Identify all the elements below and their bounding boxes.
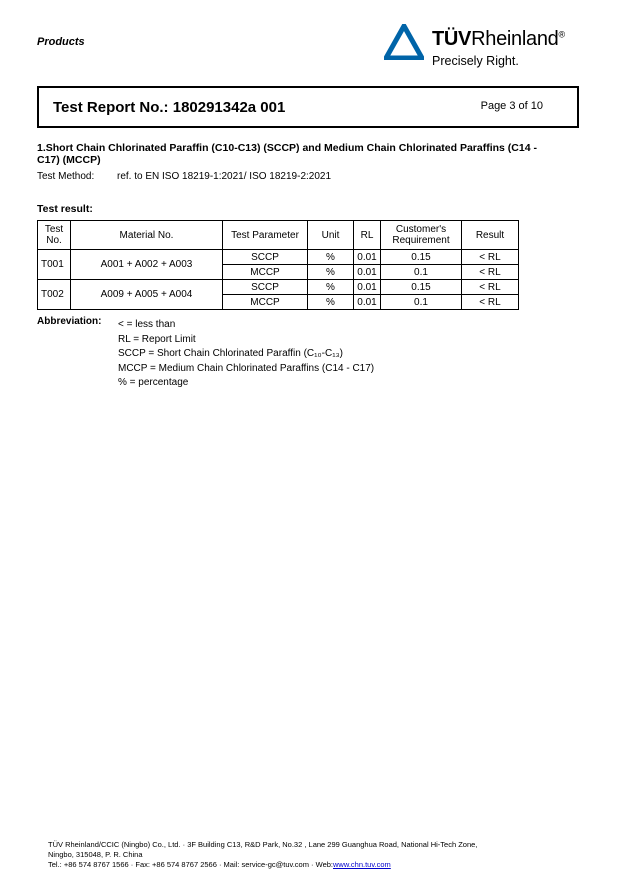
cell-requirement: 0.1 [381, 295, 462, 310]
cell-parameter: MCCP [223, 295, 308, 310]
cell-parameter: SCCP [223, 250, 308, 265]
cell-requirement: 0.15 [381, 250, 462, 265]
cell-requirement: 0.15 [381, 280, 462, 295]
cell-requirement: 0.1 [381, 265, 462, 280]
cell-material: A001 + A002 + A003 [71, 250, 223, 280]
report-header-box [37, 86, 579, 128]
abbreviation-item: SCCP = Short Chain Chlorinated Paraffin (C₁₀-C₁₃) [118, 348, 343, 359]
brand-slogan: Precisely Right. [432, 54, 519, 68]
cell-test-no: T002 [38, 280, 71, 310]
abbreviation-item: MCCP = Medium Chain Chlorinated Paraffins (C14 - C17) [118, 362, 375, 374]
footer-city: Ningbo, 315048, P. R. China [48, 850, 143, 859]
cell-parameter: SCCP [223, 280, 308, 295]
header-test-no: Test No. [38, 221, 71, 250]
cell-rl: 0.01 [354, 295, 381, 310]
brand-regular: Rheinland [471, 28, 559, 50]
header-test-parameter: Test Parameter [223, 221, 308, 250]
abbreviation-list [118, 318, 538, 391]
cell-result: < RL [462, 265, 519, 280]
test-method-value: ref. to EN ISO 18219-1:2021/ ISO 18219-2:2021 [117, 171, 332, 182]
header-material-no: Material No. [71, 221, 223, 250]
footer-contact-text: Tel.: +86 574 8767 1566 · Fax: +86 574 8767 2566 · Mail: service-gc@tuv.com · Web: [48, 860, 333, 869]
footer-contact [48, 860, 588, 870]
section-name: Products [37, 36, 85, 48]
header-result: Result [462, 221, 519, 250]
header-requirement: Customer's Requirement [381, 221, 462, 250]
cell-test-no: T001 [38, 250, 71, 280]
abbreviation-label: Abbreviation: [37, 316, 102, 327]
cell-result: < RL [462, 295, 519, 310]
test-method-label: Test Method: [37, 171, 95, 182]
cell-rl: 0.01 [354, 250, 381, 265]
header-rl: RL [354, 221, 381, 250]
cell-unit: % [308, 295, 354, 310]
cell-result: < RL [462, 250, 519, 265]
section-title: 1.Short Chain Chlorinated Paraffin (C10-C13) (SCCP) and Medium Chain Chlorinated Paraffins (C14 - C17) (MCCP) [37, 142, 537, 166]
cell-material: A009 + A005 + A004 [71, 280, 223, 310]
brand-name [432, 28, 565, 51]
cell-rl: 0.01 [354, 280, 381, 295]
test-result-label: Test result: [37, 203, 93, 215]
abbreviation-item: % = percentage [118, 377, 189, 388]
footer-address: TÜV Rheinland/CCIC (Ningbo) Co., Ltd. · 3F Building C13, R&D Park, No.32 , Lane 299 Guanghua Road, National Hi-Tech Zone, [48, 840, 478, 849]
cell-parameter: MCCP [223, 265, 308, 280]
cell-rl: 0.01 [354, 265, 381, 280]
table-header-row [38, 221, 519, 250]
abbreviation-item: RL = Report Limit [118, 333, 196, 345]
website-link[interactable]: www.chn.tuv.com [333, 860, 391, 869]
cell-unit: % [308, 265, 354, 280]
tuv-logo [384, 24, 584, 74]
table-row [38, 280, 519, 295]
brand-bold: TÜV [432, 28, 472, 50]
header-unit: Unit [308, 221, 354, 250]
triangle-logo-icon [384, 24, 424, 60]
cell-result: < RL [462, 280, 519, 295]
report-title: Test Report No.: 180291342a 001 [53, 99, 286, 116]
footer [48, 840, 588, 870]
cell-unit: % [308, 280, 354, 295]
table-row [38, 250, 519, 265]
registered-mark: ® [558, 29, 565, 40]
page-number: Page 3 of 10 [480, 100, 543, 112]
cell-unit: % [308, 250, 354, 265]
test-method [37, 171, 331, 182]
abbreviation-item: < = less than [118, 319, 176, 330]
results-table [37, 220, 519, 310]
